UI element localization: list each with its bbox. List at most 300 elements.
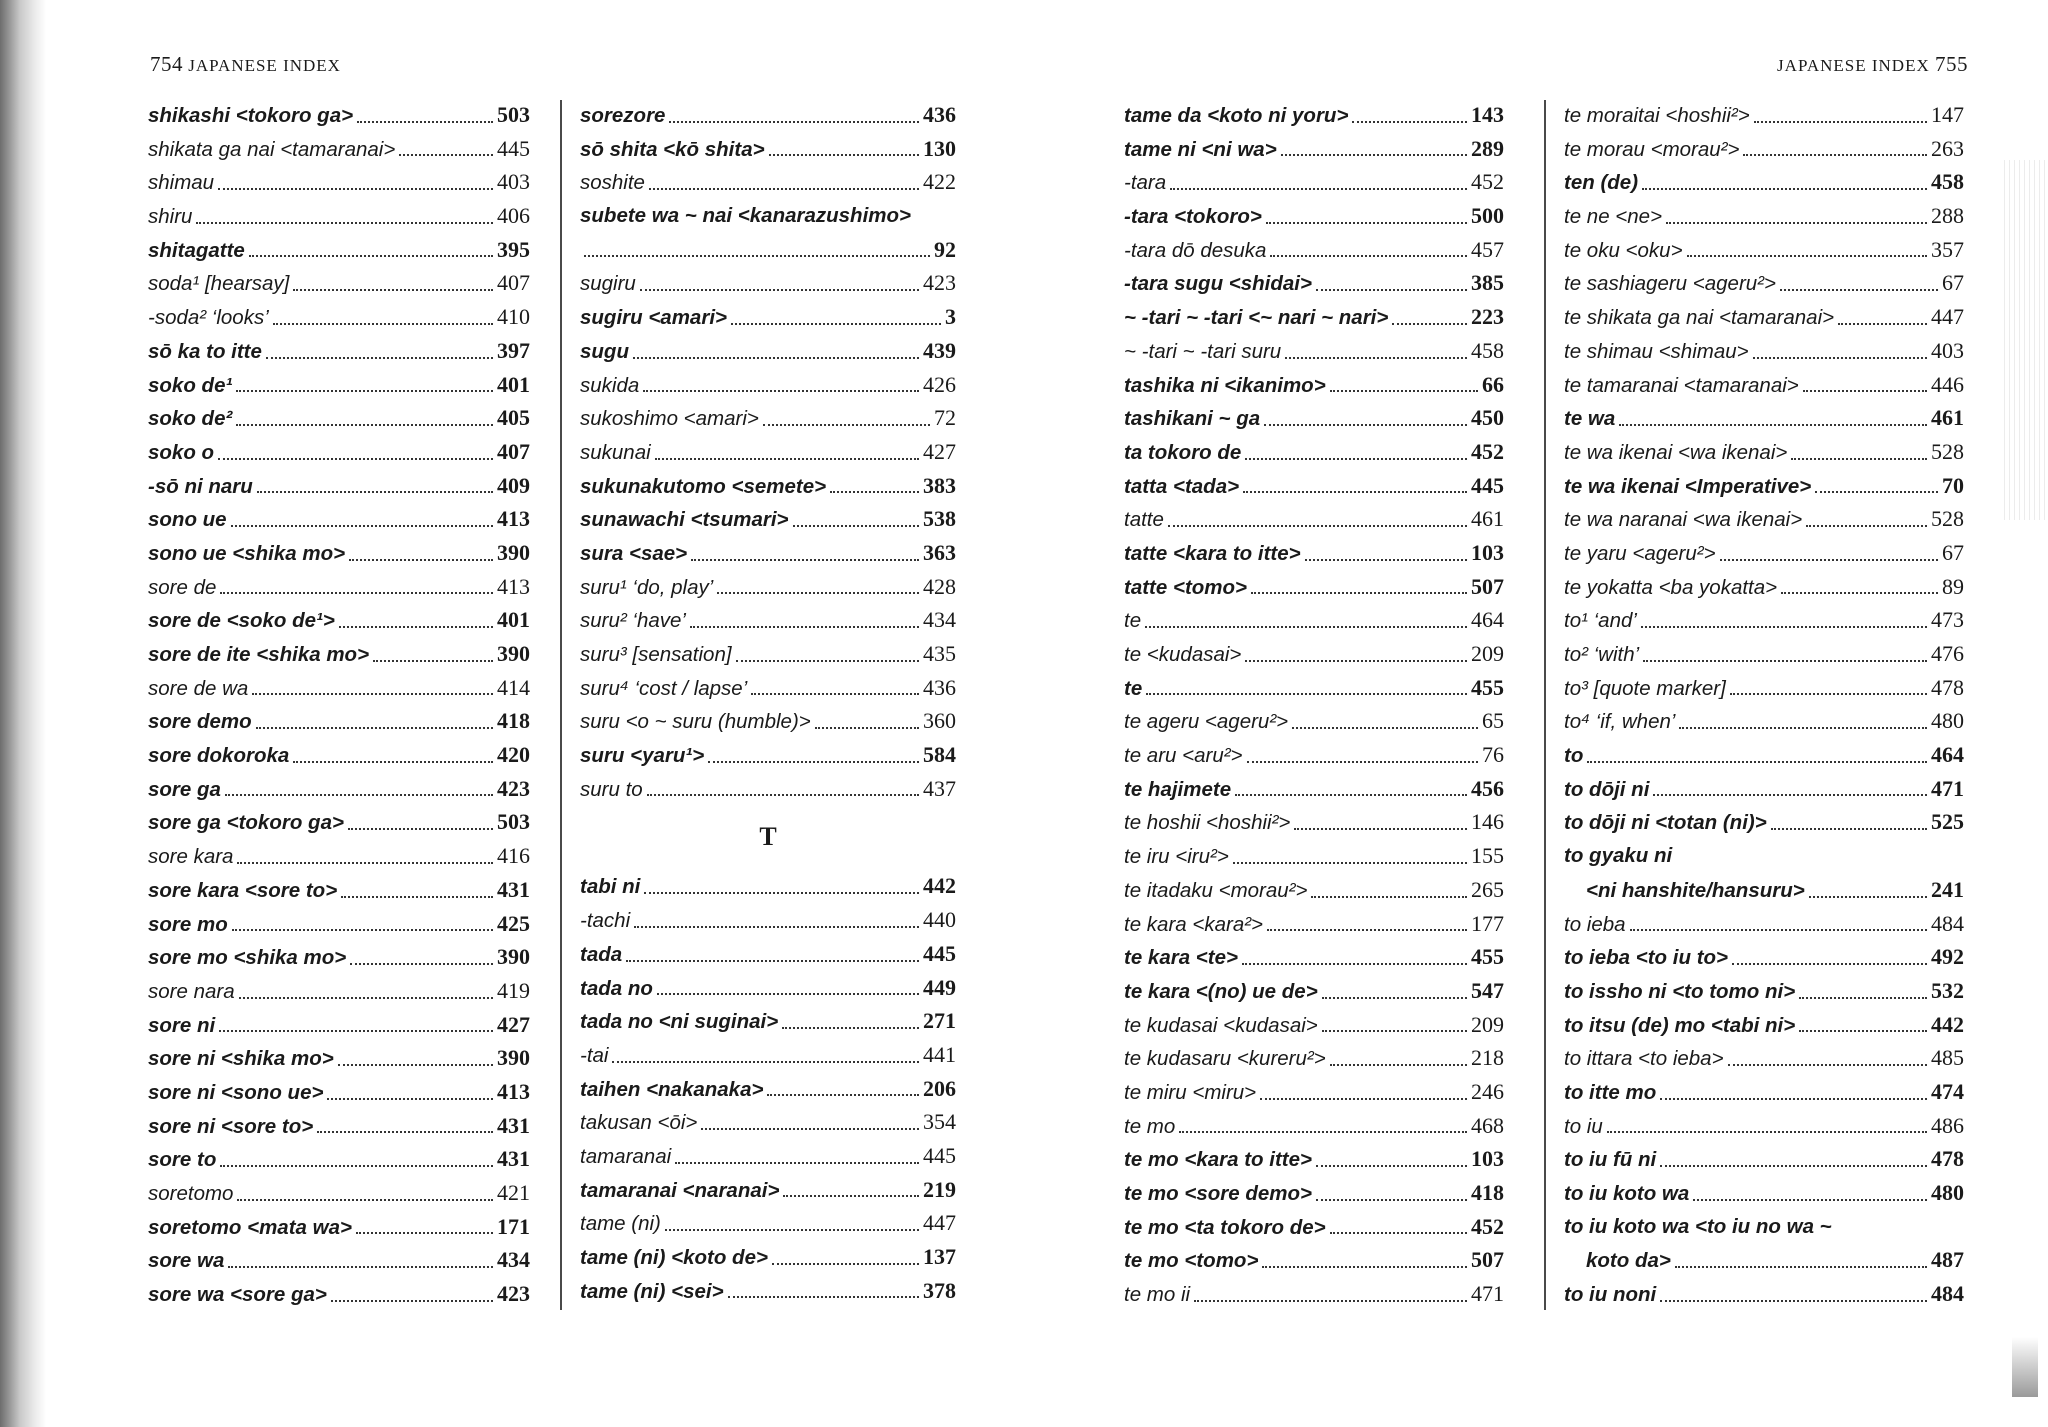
entry-page-number: 3 xyxy=(945,304,956,330)
entry-page-number: 473 xyxy=(1931,607,1964,633)
index-entry xyxy=(1124,435,1504,469)
entry-term: -tara <tokoro> xyxy=(1124,205,1262,229)
index-entry xyxy=(148,469,530,503)
dot-leader xyxy=(1145,625,1467,628)
entry-page-number: 452 xyxy=(1471,438,1504,464)
index-entry xyxy=(1564,1210,1964,1244)
dot-leader xyxy=(225,793,493,796)
entry-term: tame da <koto ni yoru> xyxy=(1124,104,1349,127)
entry-term: suru² ‘have’ xyxy=(580,609,686,633)
dot-leader xyxy=(266,356,493,359)
left-page-header xyxy=(150,52,341,77)
index-entry xyxy=(148,1277,530,1311)
dot-leader xyxy=(252,692,493,695)
index-entry xyxy=(148,637,530,671)
entry-term: to⁴ ‘if, when’ xyxy=(1564,710,1676,734)
entry-term: to itte mo xyxy=(1564,1080,1657,1104)
index-entry xyxy=(580,165,956,199)
entry-term: ~ -tari ~ -tari <~ nari ~ nari> xyxy=(1124,306,1389,330)
dot-leader xyxy=(1260,1097,1467,1100)
index-entry xyxy=(1564,738,1964,772)
entry-page-number: 500 xyxy=(1471,203,1504,229)
entry-term: sore mo <shika mo> xyxy=(148,946,347,970)
index-entry xyxy=(1124,637,1504,671)
entry-term: sukida xyxy=(580,373,640,397)
entry-page-number: 447 xyxy=(923,1210,956,1236)
entry-page-number: 474 xyxy=(1931,1078,1964,1104)
dot-leader xyxy=(339,625,493,628)
index-entry xyxy=(580,937,956,971)
index-entry xyxy=(148,1041,530,1075)
entry-term: sore wa xyxy=(148,1249,225,1273)
dot-leader xyxy=(1815,490,1938,493)
index-entry xyxy=(148,873,530,907)
entry-term: te wa xyxy=(1564,407,1616,431)
entry-page-number: 395 xyxy=(497,236,530,262)
entry-term: te aru <aru²> xyxy=(1124,744,1243,768)
entry-page-number: 435 xyxy=(923,641,956,666)
dot-leader xyxy=(1245,659,1467,662)
entry-page-number: 547 xyxy=(1471,977,1504,1003)
entry-page-number: 484 xyxy=(1931,1281,1964,1307)
entry-page-number: 407 xyxy=(497,270,530,296)
entry-page-number: 263 xyxy=(1931,135,1964,161)
entry-page-number: 458 xyxy=(1931,169,1964,195)
entry-term: te yaru <ageru²> xyxy=(1564,541,1716,565)
dot-leader xyxy=(1392,322,1467,325)
entry-page-number: 143 xyxy=(1471,102,1504,127)
page-corner-shadow xyxy=(2012,1337,2038,1397)
index-entry xyxy=(1564,772,1964,806)
entry-term: to gyaku ni xyxy=(1564,844,1673,868)
dot-leader xyxy=(219,1029,493,1032)
entry-page-number: 390 xyxy=(497,944,530,970)
dot-leader xyxy=(717,591,919,594)
index-entry xyxy=(1124,1075,1504,1109)
entry-page-number: 420 xyxy=(497,742,530,768)
index-entry xyxy=(1564,671,1964,705)
entry-page-number: 503 xyxy=(497,102,530,127)
entry-term: sukunakutomo <semete> xyxy=(580,474,827,498)
index-entry xyxy=(1124,738,1504,772)
dot-leader xyxy=(1753,356,1927,359)
index-entry xyxy=(1564,536,1964,570)
dot-leader xyxy=(1270,254,1467,257)
entry-page-number: 419 xyxy=(497,977,530,1003)
entry-term: suru⁴ ‘cost / lapse’ xyxy=(580,676,748,700)
dot-leader xyxy=(218,187,493,190)
entry-page-number: 457 xyxy=(1471,236,1504,262)
entry-term: sukunai xyxy=(580,440,651,464)
entry-term: te miru <miru> xyxy=(1124,1080,1257,1104)
entry-page-number: 456 xyxy=(1471,775,1504,801)
entry-page-number: 528 xyxy=(1931,438,1964,464)
index-entry xyxy=(148,1210,530,1244)
entry-term: te mo <tomo> xyxy=(1124,1249,1259,1273)
index-entry xyxy=(1564,1041,1964,1075)
entry-term: sore de xyxy=(148,575,217,599)
index-entry xyxy=(148,738,530,772)
index-entry xyxy=(148,132,530,166)
dot-leader xyxy=(633,356,919,359)
dot-leader xyxy=(763,423,930,426)
entry-term: to dōji ni <totan (ni)> xyxy=(1564,811,1767,835)
entry-page-number: 461 xyxy=(1471,506,1504,532)
entry-term: sore ni <sore to> xyxy=(148,1114,314,1138)
entry-term: soda¹ [hearsay] xyxy=(148,272,290,296)
dot-leader xyxy=(1781,591,1938,594)
entry-term: te wa ikenai <wa ikenai> xyxy=(1564,440,1788,464)
dot-leader xyxy=(228,1265,493,1268)
entry-page-number: 486 xyxy=(1931,1112,1964,1138)
entry-term: sugiru <amari> xyxy=(580,306,727,330)
index-entry xyxy=(1564,469,1964,503)
entry-term: te kudasaru <kureru²> xyxy=(1124,1047,1326,1071)
entry-term: koto da> xyxy=(1586,1249,1671,1273)
entry-page-number: 538 xyxy=(923,506,956,532)
index-entry xyxy=(1124,704,1504,738)
entry-term: te mo <kara to itte> xyxy=(1124,1148,1312,1172)
entry-page-number: 480 xyxy=(1931,708,1964,734)
entry-term: te kara <kara²> xyxy=(1124,912,1264,936)
index-column xyxy=(1124,98,1504,1311)
entry-term: te moraitai <hoshii²> xyxy=(1564,104,1750,127)
index-entry xyxy=(1564,1008,1964,1042)
entry-page-number: 478 xyxy=(1931,1146,1964,1172)
entry-page-number: 440 xyxy=(923,907,956,933)
entry-term: suru <o ~ suru (humble)> xyxy=(580,710,811,734)
dot-leader xyxy=(1281,153,1467,156)
index-entry xyxy=(1564,401,1964,435)
entry-page-number: 209 xyxy=(1471,1011,1504,1037)
index-entry xyxy=(580,1038,956,1072)
dot-leader xyxy=(830,490,919,493)
entry-page-number: 357 xyxy=(1931,236,1964,262)
entry-page-number: 445 xyxy=(497,135,530,161)
dot-leader xyxy=(357,120,493,123)
index-entry xyxy=(1564,1109,1964,1143)
dot-leader xyxy=(634,925,919,928)
index-entry xyxy=(1564,1176,1964,1210)
index-entry xyxy=(1564,98,1964,132)
dot-leader xyxy=(1251,591,1467,594)
entry-term: te hajimete xyxy=(1124,777,1232,801)
entry-term: sore to xyxy=(148,1148,217,1172)
index-entry xyxy=(580,1274,956,1308)
index-entry xyxy=(148,974,530,1008)
entry-page-number: 137 xyxy=(923,1244,956,1269)
index-entry xyxy=(1124,266,1504,300)
entry-page-number: 354 xyxy=(923,1109,956,1135)
entry-term: tada no <ni suginai> xyxy=(580,1010,779,1034)
running-head: JAPANESE INDEX xyxy=(1777,56,1930,75)
dot-leader xyxy=(256,726,493,729)
dot-leader xyxy=(331,1299,493,1302)
entry-page-number: 442 xyxy=(1931,1011,1964,1037)
entry-term: sore ni xyxy=(148,1013,216,1037)
entry-term: te wa naranai <wa ikenai> xyxy=(1564,508,1803,532)
entry-term: subete wa ~ nai <kanarazushimo> xyxy=(580,204,911,228)
index-entry xyxy=(580,772,956,806)
entry-page-number: 471 xyxy=(1471,1281,1504,1307)
entry-term: to ieba <to iu to> xyxy=(1564,946,1729,970)
index-entry xyxy=(580,603,956,637)
index-entry xyxy=(148,772,530,806)
letter-heading: T xyxy=(759,822,777,852)
dot-leader xyxy=(348,827,493,830)
entry-term: sore ga <tokoro ga> xyxy=(148,811,344,835)
entry-page-number: 464 xyxy=(1931,742,1964,768)
index-entry xyxy=(1124,940,1504,974)
dot-leader xyxy=(1170,187,1467,190)
dot-leader xyxy=(1168,524,1467,527)
entry-term: tamaranai <naranai> xyxy=(580,1178,780,1202)
dot-leader xyxy=(665,1228,919,1231)
entry-term: sukoshimo <amari> xyxy=(580,407,759,431)
entry-page-number: 406 xyxy=(497,203,530,229)
entry-term: to ittara <to ieba> xyxy=(1564,1047,1724,1071)
entry-term: tame (ni) <koto de> xyxy=(580,1246,768,1269)
entry-page-number: 421 xyxy=(497,1180,530,1205)
entry-term: sorezore xyxy=(580,104,666,127)
entry-page-number: 146 xyxy=(1471,809,1504,835)
entry-page-number: 390 xyxy=(497,539,530,565)
dot-leader xyxy=(1330,389,1478,392)
dot-leader xyxy=(657,992,919,995)
dot-leader xyxy=(338,1063,493,1066)
entry-page-number: 271 xyxy=(923,1008,956,1034)
index-entry xyxy=(580,536,956,570)
dot-leader xyxy=(1245,457,1467,460)
entry-page-number: 427 xyxy=(923,438,956,464)
index-entry xyxy=(148,165,530,199)
dot-leader xyxy=(196,221,493,224)
entry-page-number: 468 xyxy=(1471,1112,1504,1138)
dot-leader xyxy=(1641,625,1927,628)
dot-leader xyxy=(1653,793,1927,796)
entry-page-number: 476 xyxy=(1931,641,1964,666)
index-entry xyxy=(148,368,530,402)
index-entry xyxy=(1564,839,1964,873)
index-entry xyxy=(1564,805,1964,839)
entry-term: te oku <oku> xyxy=(1564,238,1683,262)
index-entry xyxy=(580,570,956,604)
index-entry xyxy=(1124,300,1504,334)
entry-page-number: 363 xyxy=(923,539,956,565)
dot-leader xyxy=(772,1262,919,1265)
entry-term: te <kudasai> xyxy=(1124,643,1242,666)
index-entry xyxy=(1564,704,1964,738)
entry-page-number: 76 xyxy=(1482,742,1504,768)
entry-term: te ageru <ageru²> xyxy=(1124,710,1289,734)
entry-term: to ieba xyxy=(1564,912,1626,936)
index-entry xyxy=(1564,165,1964,199)
index-entry xyxy=(580,98,956,132)
entry-term: ta tokoro de xyxy=(1124,440,1242,464)
index-entry xyxy=(1124,165,1504,199)
index-entry xyxy=(148,300,530,334)
index-entry xyxy=(1564,570,1964,604)
index-entry xyxy=(580,903,956,937)
entry-page-number: 431 xyxy=(497,1146,530,1172)
entry-term: to itsu (de) mo <tabi ni> xyxy=(1564,1013,1796,1037)
entry-term: sore kara <sore to> xyxy=(148,878,338,902)
dot-leader xyxy=(220,591,493,594)
entry-page-number: 428 xyxy=(923,573,956,599)
dot-leader xyxy=(1311,895,1467,898)
index-entry xyxy=(1564,873,1964,907)
entry-page-number: 67 xyxy=(1942,539,1964,565)
index-entry xyxy=(148,839,530,873)
dot-leader xyxy=(1675,1265,1927,1268)
index-entry xyxy=(580,435,956,469)
dot-leader xyxy=(691,558,919,561)
entry-term: soko de¹ xyxy=(148,373,233,397)
index-entry xyxy=(1124,671,1504,705)
dot-leader xyxy=(1330,1063,1467,1066)
entry-page-number: 525 xyxy=(1931,809,1964,835)
dot-leader xyxy=(1146,692,1467,695)
entry-page-number: 401 xyxy=(497,371,530,397)
entry-page-number: 528 xyxy=(1931,506,1964,532)
dot-leader xyxy=(1743,153,1927,156)
index-entry xyxy=(580,1173,956,1207)
index-entry xyxy=(148,1008,530,1042)
index-entry xyxy=(1124,502,1504,536)
entry-term: sono ue xyxy=(148,508,227,532)
dot-leader xyxy=(1264,423,1467,426)
dot-leader xyxy=(249,254,493,257)
dot-leader xyxy=(1838,322,1927,325)
dot-leader xyxy=(1720,558,1938,561)
entry-page-number: 405 xyxy=(497,405,530,431)
entry-page-number: 464 xyxy=(1471,607,1504,633)
entry-term: te mo ii xyxy=(1124,1283,1191,1307)
index-entry xyxy=(148,334,530,368)
index-entry xyxy=(148,1176,530,1210)
entry-term: te shikata ga nai <tamaranai> xyxy=(1564,306,1835,330)
index-entry xyxy=(1124,1041,1504,1075)
entry-term: soretomo <mata wa> xyxy=(148,1215,352,1239)
entry-term: shimau xyxy=(148,171,215,195)
entry-page-number: 471 xyxy=(1931,775,1964,801)
dot-leader xyxy=(1322,1029,1467,1032)
entry-page-number: 442 xyxy=(923,873,956,899)
dot-leader xyxy=(584,254,930,257)
entry-page-number: 385 xyxy=(1471,270,1504,296)
dot-leader xyxy=(643,389,919,392)
dot-leader xyxy=(1693,1198,1927,1201)
entry-term: sunawachi <tsumari> xyxy=(580,508,789,532)
dot-leader xyxy=(1799,996,1927,999)
index-entry xyxy=(1124,839,1504,873)
entry-page-number: 413 xyxy=(497,573,530,599)
dot-leader xyxy=(751,692,919,695)
dot-leader xyxy=(1266,221,1467,224)
index-entry xyxy=(580,334,956,368)
entry-page-number: 447 xyxy=(1931,304,1964,330)
dot-leader xyxy=(640,288,919,291)
index-entry xyxy=(1124,1176,1504,1210)
entry-page-number: 218 xyxy=(1471,1045,1504,1071)
entry-page-number: 289 xyxy=(1471,135,1504,161)
entry-term: sō ka to itte xyxy=(148,339,262,363)
dot-leader xyxy=(782,1026,919,1029)
entry-page-number: 171 xyxy=(497,1213,530,1239)
entry-term: te xyxy=(1124,676,1143,700)
entry-term: sō shita <kō shita> xyxy=(580,137,765,161)
entry-page-number: 484 xyxy=(1931,910,1964,936)
index-entry xyxy=(148,1142,530,1176)
index-entry xyxy=(148,233,530,267)
index-column xyxy=(1564,98,1964,1311)
dot-leader xyxy=(708,760,919,763)
entry-term: tashika ni <ikanimo> xyxy=(1124,373,1326,397)
entry-term: taihen <nakanaka> xyxy=(580,1077,764,1101)
index-entry xyxy=(1564,132,1964,166)
entry-page-number: 403 xyxy=(497,169,530,195)
dot-leader xyxy=(1803,389,1927,392)
index-entry xyxy=(148,907,530,941)
entry-page-number: 455 xyxy=(1471,674,1504,700)
index-entry xyxy=(580,1072,956,1106)
entry-page-number: 219 xyxy=(923,1176,956,1202)
entry-term: -tara xyxy=(1124,171,1167,195)
index-entry xyxy=(1564,907,1964,941)
index-entry xyxy=(580,971,956,1005)
index-entry xyxy=(1124,1109,1504,1143)
entry-term: te yokatta <ba yokatta> xyxy=(1564,575,1778,599)
dot-leader xyxy=(1352,120,1467,123)
dot-leader xyxy=(218,457,493,460)
entry-term: soretomo xyxy=(148,1182,234,1205)
entry-term: to iu fū ni xyxy=(1564,1148,1657,1172)
dot-leader xyxy=(232,928,493,931)
index-entry xyxy=(1564,368,1964,402)
entry-page-number: 403 xyxy=(1931,337,1964,363)
page-number: 755 xyxy=(1935,52,1968,76)
dot-leader xyxy=(237,861,493,864)
entry-term: shiru xyxy=(148,205,193,229)
entry-page-number: 423 xyxy=(497,1281,530,1307)
dot-leader xyxy=(736,659,919,662)
dot-leader xyxy=(220,1164,493,1167)
entry-term: sore ga xyxy=(148,777,221,801)
index-entry xyxy=(148,805,530,839)
index-entry xyxy=(148,536,530,570)
index-entry xyxy=(580,704,956,738)
index-entry xyxy=(580,300,956,334)
dot-leader xyxy=(1642,187,1927,190)
index-entry xyxy=(1124,1210,1504,1244)
index-entry xyxy=(1564,1243,1964,1277)
index-entry xyxy=(1124,603,1504,637)
index-column xyxy=(148,98,530,1311)
entry-term: suru to xyxy=(580,777,643,801)
entry-term: te ne <ne> xyxy=(1564,205,1663,229)
entry-page-number: 397 xyxy=(497,337,530,363)
dot-leader xyxy=(783,1194,919,1197)
dot-leader xyxy=(1607,1130,1927,1133)
index-entry xyxy=(148,98,530,132)
entry-page-number: 431 xyxy=(497,876,530,902)
entry-term: sura <sae> xyxy=(580,541,688,565)
entry-page-number: 360 xyxy=(923,708,956,734)
entry-page-number: 414 xyxy=(497,674,530,700)
entry-page-number: 445 xyxy=(923,1142,956,1168)
dot-leader xyxy=(731,322,941,325)
entry-term: tame (ni) <sei> xyxy=(580,1279,724,1303)
